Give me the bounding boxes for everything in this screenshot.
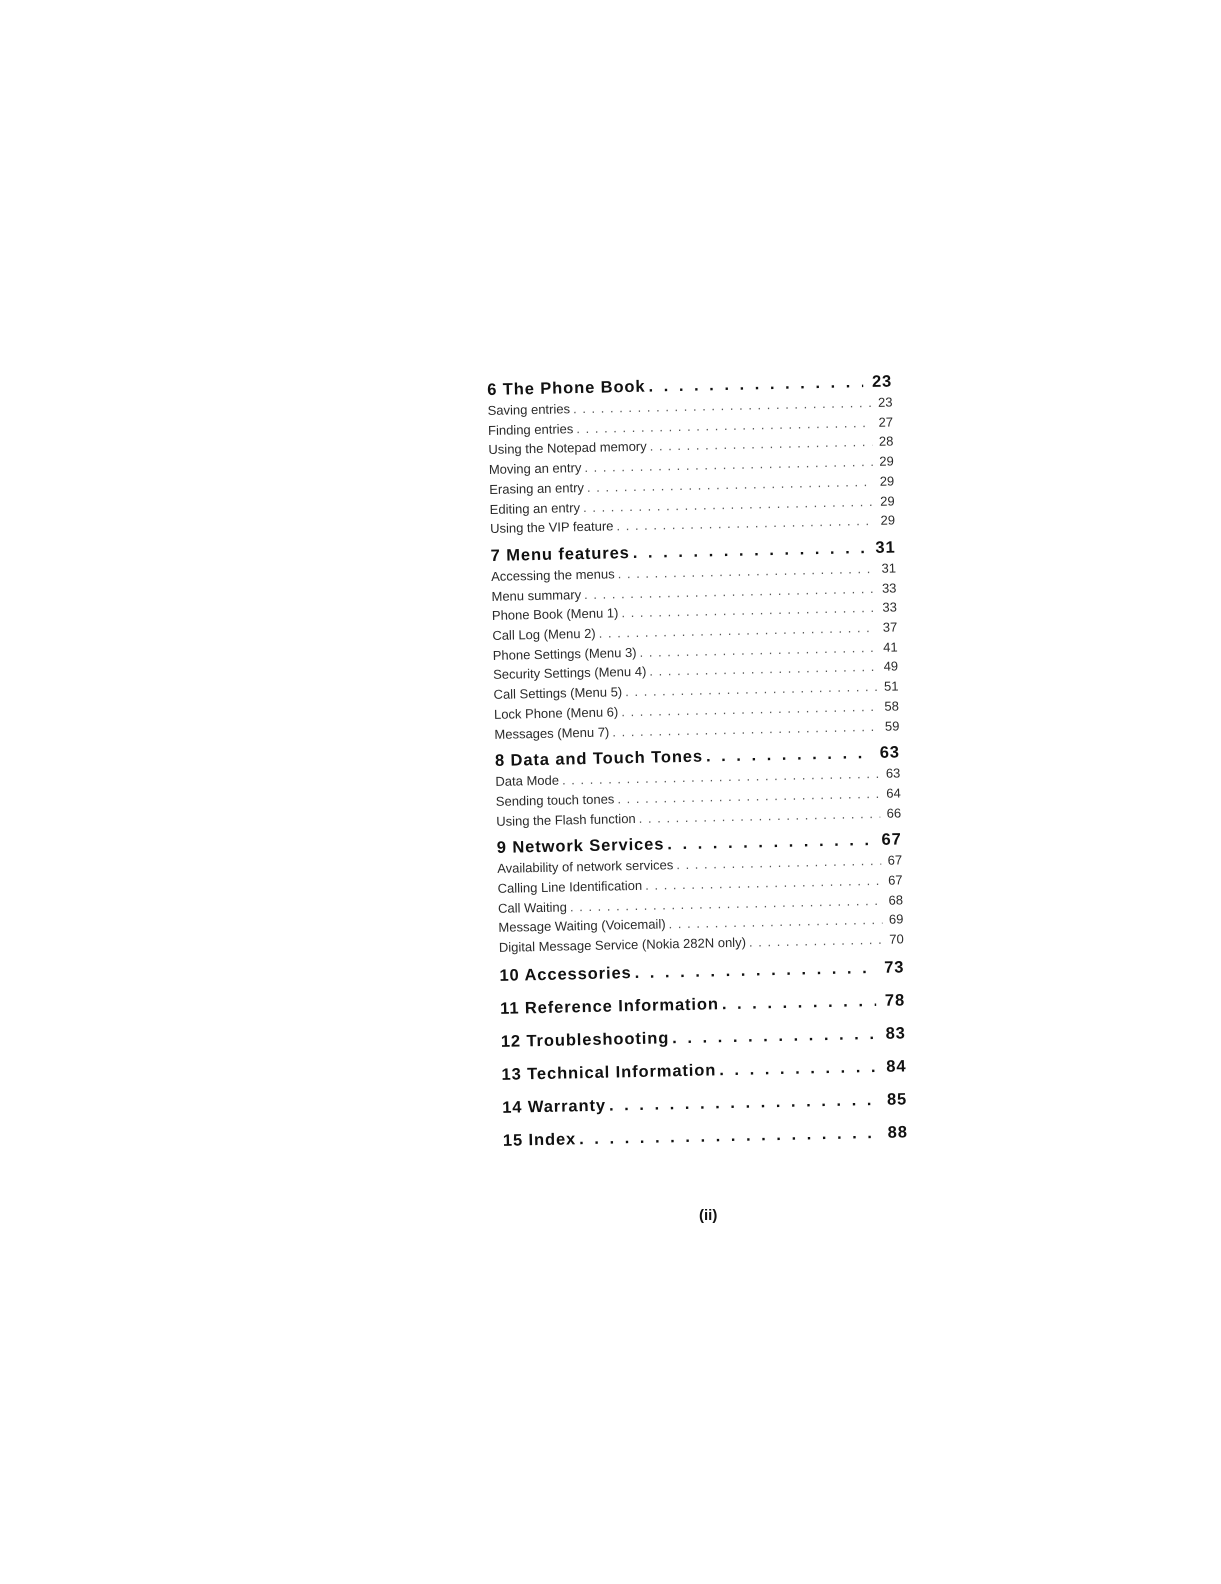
chapter-page-number: 78 [884, 991, 906, 1010]
entry-label: Digital Message Service (Nokia 282N only) [498, 934, 747, 956]
toc-chapter-heading [500, 990, 905, 1019]
chapter-page-number: 84 [886, 1057, 907, 1076]
entry-page-number: 68 [888, 892, 904, 908]
chapter-page-number: 31 [875, 538, 896, 557]
chapter-title: 9 Network Services [496, 835, 665, 858]
dot-leader [616, 511, 874, 536]
chapter-title: 8 Data and Touch Tones [494, 747, 704, 771]
dot-leader [719, 1057, 878, 1081]
entry-page-number: 66 [886, 805, 902, 821]
entry-page-number: 31 [881, 560, 897, 576]
entry-page-number: 64 [886, 785, 901, 801]
dot-leader [612, 716, 878, 741]
dot-leader [749, 930, 883, 953]
dot-leader [634, 958, 875, 984]
chapter-page-number: 23 [871, 372, 893, 391]
toc-chapter [499, 957, 904, 986]
entry-page-number: 28 [878, 433, 894, 450]
toc-chapter [497, 830, 904, 958]
entry-label: Call Settings (Menu 5) [493, 684, 623, 703]
entry-label: Calling Line Identification [497, 877, 643, 896]
entry-label: Message Waiting (Voicemail) [498, 916, 666, 936]
chapter-title: 15 Index [502, 1130, 577, 1150]
toc-chapter-heading [503, 1122, 908, 1151]
entry-label: Phone Settings (Menu 3) [492, 644, 637, 663]
entry-label: Lock Phone (Menu 6) [493, 704, 619, 722]
entry-label: Using the Notepad memory [488, 439, 647, 458]
dot-leader [722, 991, 877, 1015]
entry-label: Menu summary [491, 586, 582, 604]
entry-label: Availability of network services [497, 857, 674, 877]
entry-page-number: 29 [880, 512, 896, 529]
entry-page-number: 70 [889, 931, 904, 947]
entry-page-number: 29 [879, 493, 895, 509]
dot-leader [609, 1090, 879, 1117]
entry-page-number: 29 [879, 453, 894, 469]
chapter-title: 13 Technical Information [501, 1061, 717, 1084]
entry-page-number: 41 [883, 639, 898, 655]
toc-chapter-heading [501, 1023, 906, 1052]
toc-chapter [503, 1122, 908, 1151]
toc-chapter-heading [501, 1056, 906, 1085]
entry-page-number: 58 [884, 698, 900, 714]
entry-label: Call Log (Menu 2) [492, 625, 596, 643]
entry-page-number: 63 [885, 765, 901, 781]
toc-chapter-heading [499, 957, 904, 986]
chapter-page-number: 88 [887, 1123, 909, 1142]
entry-page-number: 67 [887, 872, 903, 888]
toc-chapter [500, 990, 905, 1019]
page-number: (ii) [699, 1207, 718, 1224]
chapter-page-number: 63 [879, 743, 901, 763]
entry-label: Editing an entry [489, 499, 581, 517]
entry-label: Erasing an entry [489, 479, 585, 497]
entry-label: Finding entries [487, 420, 574, 438]
chapter-title: 11 Reference Information [499, 995, 720, 1018]
entry-label: Sending touch tones [495, 791, 615, 809]
dot-leader [579, 1123, 879, 1150]
toc-chapter [487, 372, 895, 539]
chapter-title: 6 The Phone Book [487, 377, 646, 399]
chapter-title: 14 Warranty [502, 1096, 607, 1117]
entry-label: Moving an entry [488, 460, 582, 478]
toc-chapter [495, 743, 902, 832]
entry-label: Security Settings (Menu 4) [493, 664, 647, 683]
entry-page-number: 33 [882, 599, 898, 616]
entry-page-number: 23 [877, 394, 893, 410]
chapter-title: 10 Accessories [499, 963, 632, 985]
toc-chapter [501, 1023, 906, 1052]
entry-label: Using the Flash function [496, 810, 636, 829]
entry-label: Using the VIP feature [489, 518, 614, 537]
chapter-title: 7 Menu features [490, 543, 630, 565]
dot-leader [638, 804, 880, 829]
entry-page-number: 29 [879, 473, 895, 489]
entry-label: Accessing the menus [490, 566, 615, 584]
entry-page-number: 37 [882, 619, 898, 635]
toc-chapter [502, 1089, 907, 1118]
toc-chapter [490, 537, 899, 744]
chapter-page-number: 73 [884, 958, 905, 977]
toc-chapter-heading [502, 1089, 907, 1118]
chapter-page-number: 67 [881, 830, 902, 850]
entry-page-number: 67 [887, 852, 903, 869]
entry-page-number: 27 [878, 414, 894, 430]
entry-label: Messages (Menu 7) [494, 724, 610, 742]
chapter-title: 12 Troubleshooting [500, 1029, 670, 1051]
entry-page-number: 33 [881, 580, 897, 596]
table-of-contents [487, 372, 908, 1164]
entry-label: Saving entries [487, 401, 571, 418]
toc-chapter [501, 1056, 906, 1085]
entry-page-number: 59 [884, 717, 900, 734]
chapter-page-number: 85 [886, 1090, 908, 1109]
entry-page-number: 51 [883, 678, 899, 694]
entry-label: Call Waiting [497, 899, 568, 916]
entry-label: Phone Book (Menu 1) [491, 605, 619, 624]
chapter-page-number: 83 [885, 1024, 906, 1043]
entry-page-number: 49 [883, 658, 899, 675]
entry-page-number: 69 [888, 911, 904, 928]
entry-label: Data Mode [495, 772, 560, 790]
dot-leader [672, 1024, 877, 1049]
